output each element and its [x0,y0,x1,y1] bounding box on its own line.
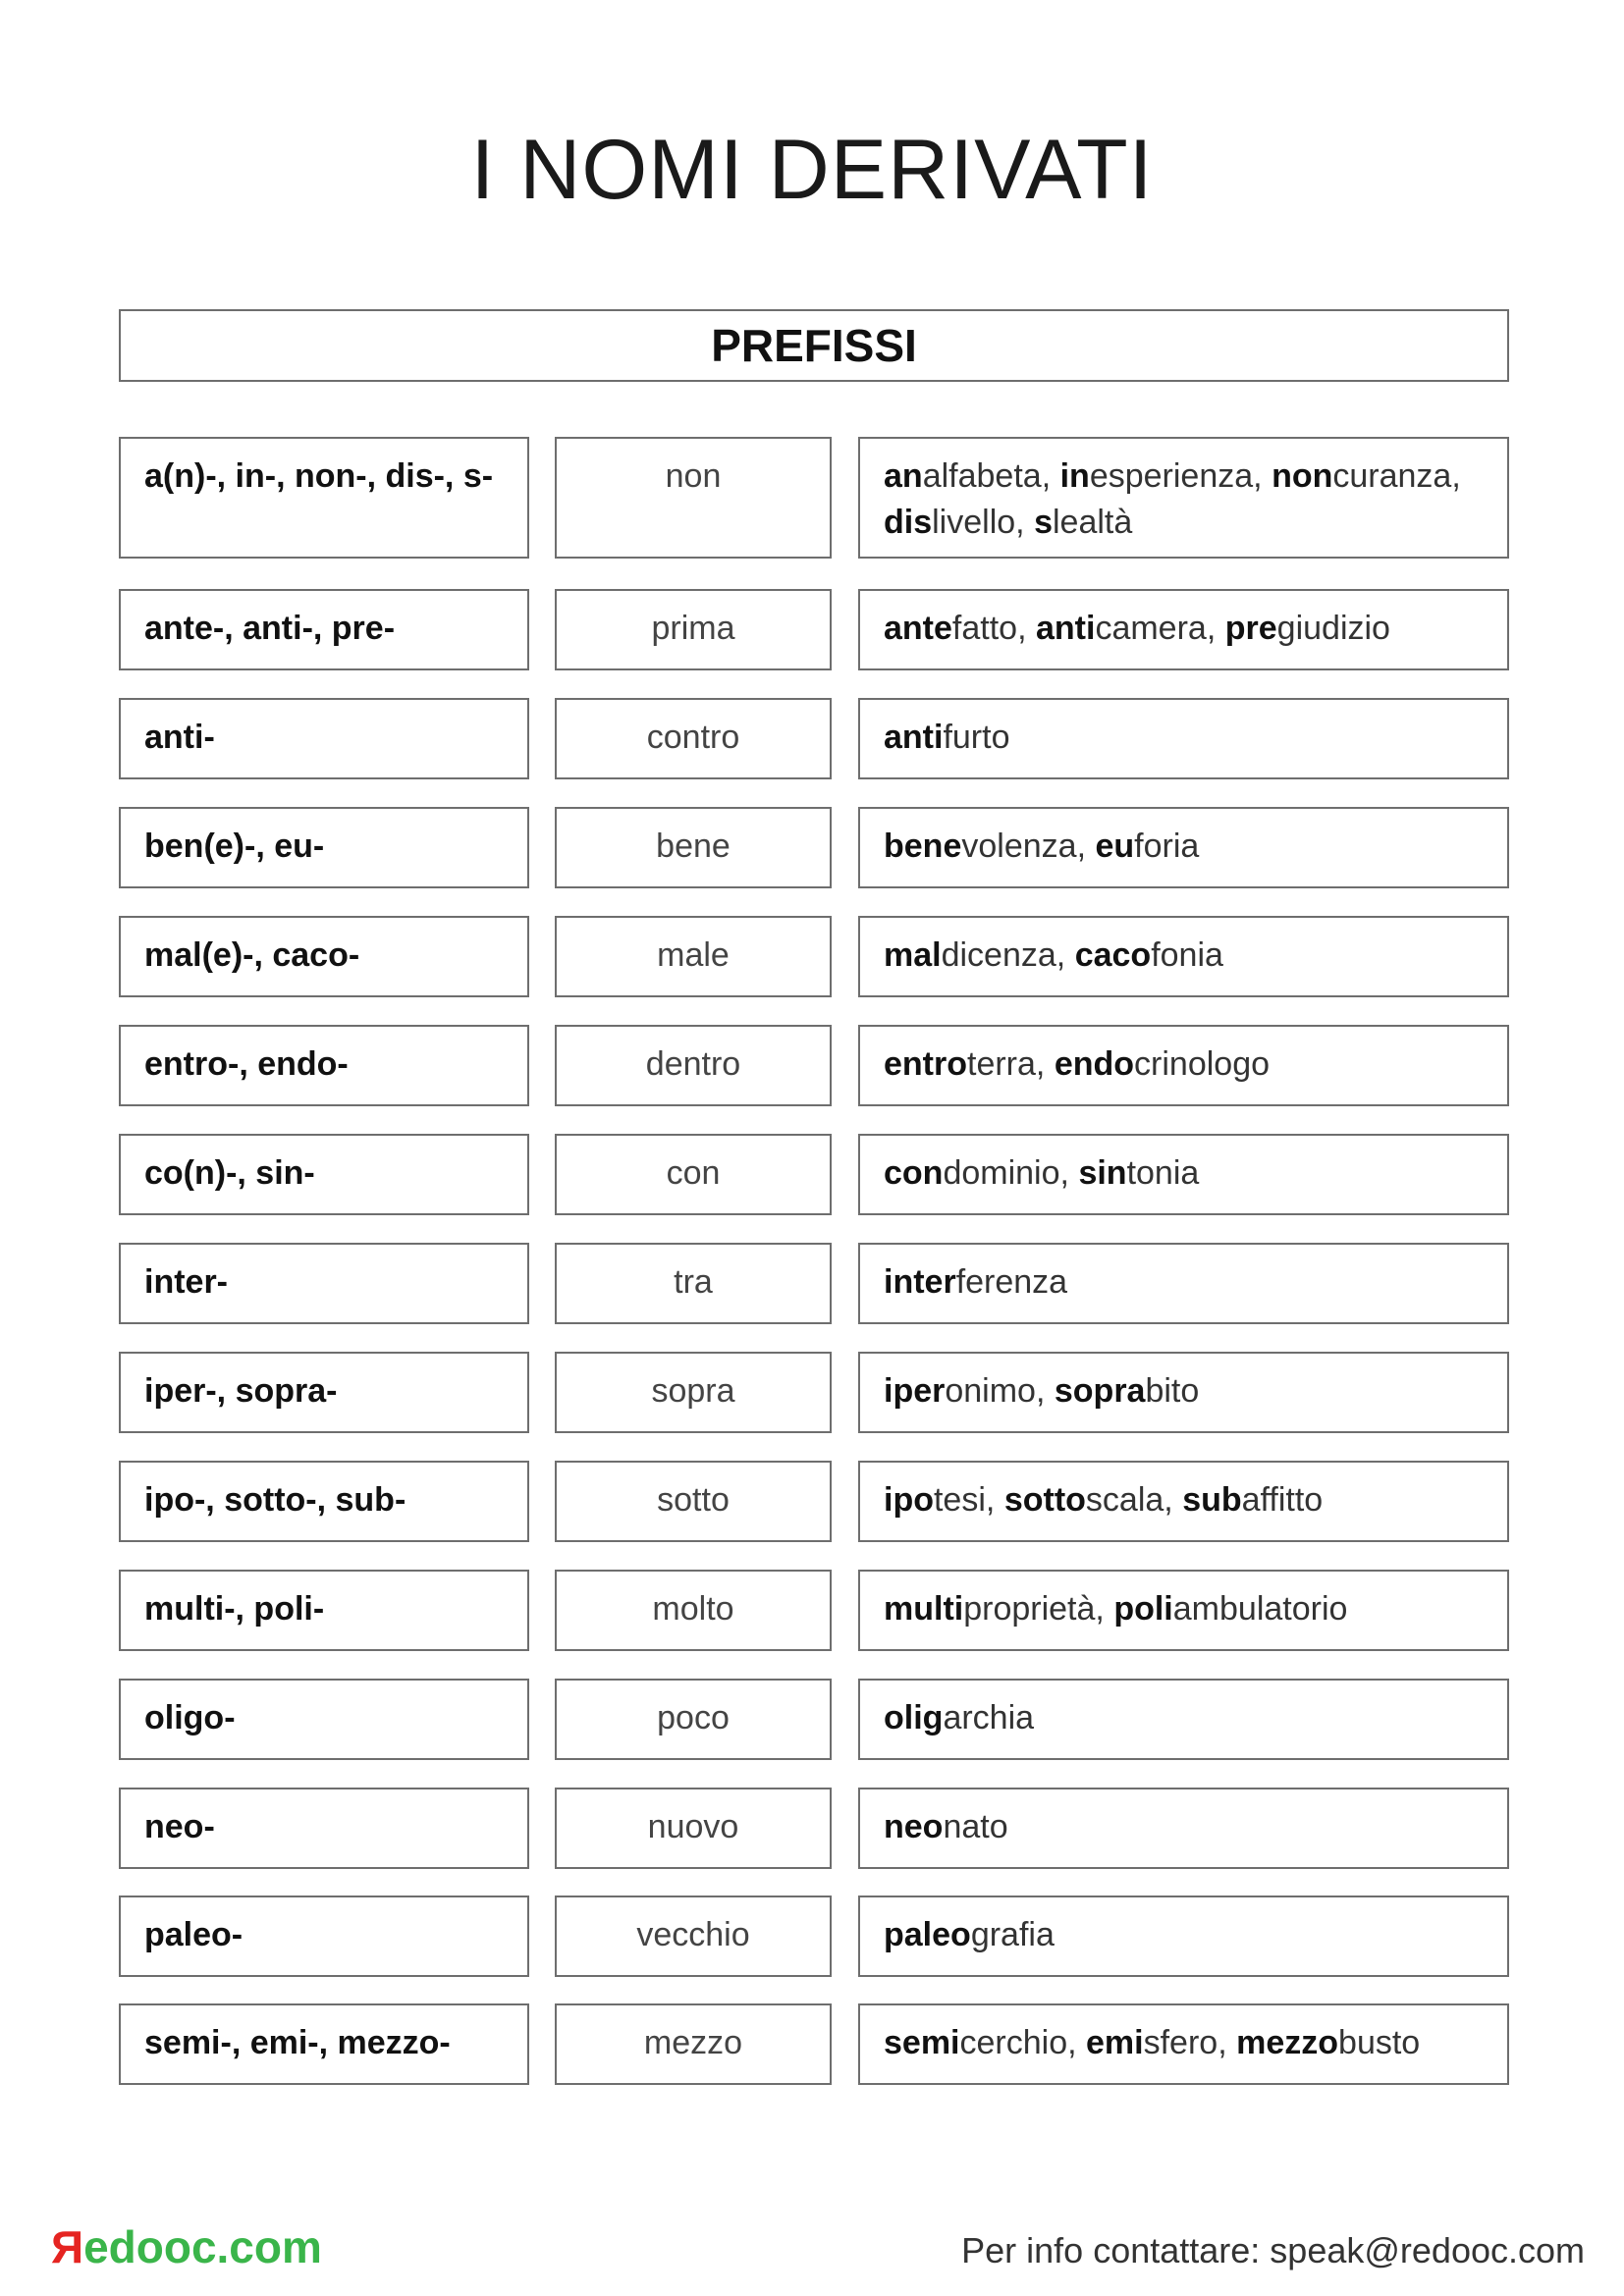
examples-cell [858,807,1509,888]
table-row [119,1243,1509,1324]
example-rest: nato [943,1808,1008,1845]
example-rest: lealtà [1053,504,1133,541]
table-row [119,698,1509,779]
example-rest: alfabeta [922,457,1042,495]
example-prefix: mal [884,936,942,974]
prefix-cell: ipo-, sotto-, sub- [119,1461,529,1542]
example-line: analfabeta, inesperienza, noncuranza, [884,457,1461,495]
meaning-cell: tra [555,1243,832,1324]
prefix-cell: anti- [119,698,529,779]
table-row [119,1679,1509,1760]
example-rest: giudizio [1276,610,1390,647]
example-prefix: con [884,1154,944,1192]
example-prefix: sopra [1054,1372,1146,1410]
example-rest: grafia [970,1916,1055,1953]
example-line: benevolenza, euforia [884,828,1200,865]
example-line: multiproprietà, poliambulatorio [884,1590,1348,1628]
table-row [119,1352,1509,1433]
example-line: ipotesi, sottoscala, subaffitto [884,1481,1324,1519]
example-rest: scala [1085,1481,1164,1519]
example-rest: livello [932,504,1016,541]
example-prefix: iper [884,1372,946,1410]
meaning-cell: prima [555,589,832,670]
example-prefix: non [1272,457,1333,495]
example-prefix: neo [884,1808,944,1845]
example-line: semicerchio, emisfero, mezzobusto [884,2024,1421,2061]
example-prefix: s [1034,504,1053,541]
example-line: entroterra, endocrinologo [884,1045,1271,1083]
example-rest: affitto [1241,1481,1324,1519]
example-rest: dominio [943,1154,1060,1192]
example-prefix: poli [1113,1590,1173,1628]
example-rest: dicenza [941,936,1056,974]
example-prefix: sub [1182,1481,1242,1519]
examples-cell [858,698,1509,779]
table-row [119,437,1509,559]
example-rest: onimo [945,1372,1036,1410]
table-row [119,807,1509,888]
example-prefix: pre [1224,610,1277,647]
table-row [119,2003,1509,2085]
logo-ya-letter: Я [51,2221,84,2272]
examples-cell [858,2003,1509,2085]
examples-cell [858,1570,1509,1651]
prefix-cell: iper-, sopra- [119,1352,529,1433]
meaning-cell: con [555,1134,832,1215]
example-prefix: ante [884,610,952,647]
prefix-cell: semi-, emi-, mezzo- [119,2003,529,2085]
prefix-cell: ben(e)-, eu- [119,807,529,888]
example-line: dislivello, slealtà [884,504,1133,541]
examples-cell [858,1461,1509,1542]
table-row [119,1570,1509,1651]
example-rest: furto [943,719,1010,756]
example-prefix: dis [884,504,933,541]
examples-cell [858,1025,1509,1106]
example-rest: curanza, [1332,457,1461,495]
example-rest: sfero [1143,2024,1218,2061]
meaning-cell: bene [555,807,832,888]
example-line [884,715,1495,761]
example-prefix: ipo [884,1481,934,1519]
meaning-cell: nuovo [555,1788,832,1869]
table-row [119,589,1509,670]
example-rest: terra [967,1045,1036,1083]
example-rest: proprietà [963,1590,1096,1628]
example-prefix: anti [1036,610,1096,647]
example-rest: tonia [1126,1154,1200,1192]
prefix-cell: paleo- [119,1896,529,1977]
example-rest: busto [1338,2024,1421,2061]
example-rest: ferenza [955,1263,1068,1301]
table-row [119,1788,1509,1869]
example-prefix: sin [1078,1154,1127,1192]
example-prefix: olig [884,1699,944,1736]
examples-cell [858,1352,1509,1433]
example-prefix: anti [884,719,944,756]
example-rest: fonia [1151,936,1223,974]
example-prefix: caco [1074,936,1152,974]
example-prefix: sotto [1003,1481,1086,1519]
example-rest: camera [1095,610,1207,647]
prefix-cell: co(n)-, sin- [119,1134,529,1215]
meaning-cell: dentro [555,1025,832,1106]
example-line: condominio, sintonia [884,1154,1200,1192]
example-line [884,1695,1495,1741]
prefix-cell: ante-, anti-, pre- [119,589,529,670]
prefix-cell: multi-, poli- [119,1570,529,1651]
examples-cell [858,1134,1509,1215]
meaning-cell: vecchio [555,1896,832,1977]
redooc-logo[interactable] [51,2220,322,2273]
meaning-cell: contro [555,698,832,779]
examples-cell [858,1243,1509,1324]
example-rest: archia [943,1699,1035,1736]
prefix-cell: mal(e)-, caco- [119,916,529,997]
prefix-cell: oligo- [119,1679,529,1760]
table-row [119,1461,1509,1542]
contact-info: Per info contattare: speak@redooc.com [961,2230,1585,2270]
example-rest: tesi [933,1481,986,1519]
example-prefix: semi [884,2024,960,2061]
example-rest: cerchio [959,2024,1068,2061]
example-line: maldicenza, cacofonia [884,936,1223,974]
example-rest: esperienza [1089,457,1254,495]
meaning-cell: sotto [555,1461,832,1542]
example-prefix: entro [884,1045,967,1083]
example-prefix: endo [1054,1045,1135,1083]
examples-cell [858,916,1509,997]
example-prefix: multi [884,1590,964,1628]
meaning-cell: sopra [555,1352,832,1433]
example-rest: crinologo [1134,1045,1271,1083]
example-prefix: paleo [884,1916,971,1953]
example-prefix: bene [884,828,962,865]
example-prefix: inter [884,1263,956,1301]
example-rest: fatto [951,610,1018,647]
examples-cell [858,589,1509,670]
meaning-cell: mezzo [555,2003,832,2085]
example-prefix: eu [1095,828,1135,865]
example-line: iperonimo, soprabito [884,1372,1200,1410]
example-rest: volenza [961,828,1077,865]
section-header: PREFISSI [119,309,1509,382]
examples-cell [858,1896,1509,1977]
meaning-cell: male [555,916,832,997]
logo-text: edooc.com [83,2221,322,2272]
table-row [119,1896,1509,1977]
example-line [884,1259,1495,1306]
meaning-cell: non [555,437,832,559]
examples-cell [858,1679,1509,1760]
example-prefix: emi [1086,2024,1144,2061]
examples-cell [858,1788,1509,1869]
example-line [884,1912,1495,1958]
example-line: antefatto, anticamera, pregiudizio [884,610,1390,647]
page-title: I NOMI DERIVATI [470,123,1154,217]
example-rest: bito [1145,1372,1200,1410]
table-row [119,1134,1509,1215]
example-line [884,1804,1495,1850]
prefix-cell: neo- [119,1788,529,1869]
example-rest: ambulatorio [1172,1590,1348,1628]
table-row [119,916,1509,997]
prefix-cell: inter- [119,1243,529,1324]
example-prefix: mezzo [1236,2024,1339,2061]
examples-cell [858,437,1509,559]
prefix-cell: a(n)-, in-, non-, dis-, s- [119,437,529,559]
prefix-cell: entro-, endo- [119,1025,529,1106]
meaning-cell: poco [555,1679,832,1760]
meaning-cell: molto [555,1570,832,1651]
example-prefix: in [1059,457,1090,495]
example-rest: foria [1134,828,1200,865]
example-prefix: an [884,457,923,495]
table-row [119,1025,1509,1106]
